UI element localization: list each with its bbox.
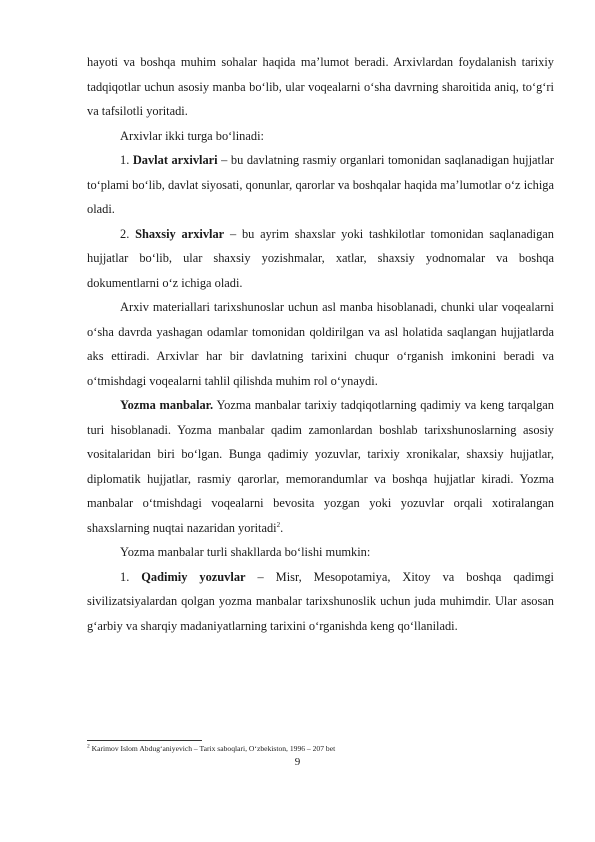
list-number: 2. — [120, 226, 136, 241]
list-number: 1. — [120, 569, 142, 584]
paragraph-text: Yozma manbalar tarixiy tadqiqotlarning qadimiy va keng tarqalgan turi hisoblanadi. Yozma manbalar qadim zamonlardan boshlab tarixshunoslarning asosiy vositalaridan biri bo‘lgan. Bunga qadimiy yozuvlar, tarixiy xronikalar, shaxsiy hujjatlar, diplomatik hujjatlar, rasmiy qarorlar, memorandumlar va boshqa hujjatlar kiradi. Yozma manbalar o‘tmishdagi voqealarni bevosita yozgan yoki yozuvlar orqali xotiralangan shaxslarning nuqtai nazaridan yoritadi — [87, 398, 554, 535]
paragraph-archives-intro: hayoti va boshqa muhim sohalar haqida ma’lumot beradi. Arxivlardan foydalanish tarixiy tadqiqotlar uchun asosiy manba bo‘lib, ular voqealarni o‘sha davrning sharoitida aniq, to‘g‘ri va tafsilotli yoritadi. — [87, 55, 554, 118]
paragraph-end: . — [280, 520, 284, 535]
paragraph-ancient-writings — [87, 565, 554, 639]
paragraph-personal-archives — [87, 222, 554, 296]
paragraph-state-archives — [87, 148, 554, 222]
paragraph-archive-types: Arxivlar ikki turga bo‘linadi: — [120, 128, 264, 143]
paragraph-written-sources — [87, 393, 554, 540]
footnote-mark: 2 — [87, 743, 90, 750]
definition-text: – bu davlatning rasmiy organlari tomonidan saqlanadigan hujjatlar to‘plami bo‘lib, davlat siyosati, qonunlar, qarorlar va boshqalar haqida ma’lumotlar o‘z ichiga oladi. — [87, 153, 555, 216]
paragraph-written-forms: Yozma manbalar turli shakllarda bo‘lishi mumkin: — [120, 545, 371, 559]
footnote — [87, 744, 557, 754]
term-written-sources: Yozma manbalar. — [120, 398, 214, 412]
document-body — [87, 50, 554, 638]
term-state-archives: Davlat arxivlari — [132, 153, 218, 167]
definition-text: – Misr, Mesopotamiya, Xitoy va boshqa qadimgi sivilizatsiyalardan qolgan yozma manbalar tarixshunoslik uchun juda muhimdir. Ular asosan g‘arbiy va sharqiy madaniyatlarning tarixini o‘rganishda keng qo‘llaniladi. — [87, 569, 554, 633]
paragraph-archive-materials: Arxiv materiallari tarixshunoslar uchun asl manba hisoblanadi, chunki ular voqealarni o‘sha davrda yashagan odamlar tomonidan qoldirilgan va asl holatida saqlangan hujjatlarda aks ettiradi. Arxivlar har bir davlatning tarixini chuqur o‘rganish imkonini beradi va o‘tmishdagi voqealarni tahlil qilishda muhim rol o‘ynaydi. — [87, 300, 554, 388]
page-number: 9 — [294, 756, 301, 768]
footnote-divider — [87, 740, 202, 741]
list-number: 1. — [120, 153, 133, 167]
definition-text: – bu ayrim shaxslar yoki tashkilotlar tomonidan saqlanadigan hujjatlar bo‘lib, ular shaxsiy yozishmalar, xatlar, shaxsiy yodnomalar va boshqa dokumentlarni o‘z ichiga oladi. — [87, 226, 554, 290]
term-personal-archives: Shaxsiy arxivlar — [135, 226, 225, 241]
footnote-reference[interactable]: 2 — [276, 520, 281, 529]
term-ancient-writings: Qadimiy yozuvlar — [141, 569, 246, 584]
footnote-text: Karimov Islom Abdug‘aniyevich – Tarix saboqlari, O‘zbekiston, 1996 – 207 bet — [89, 744, 336, 753]
